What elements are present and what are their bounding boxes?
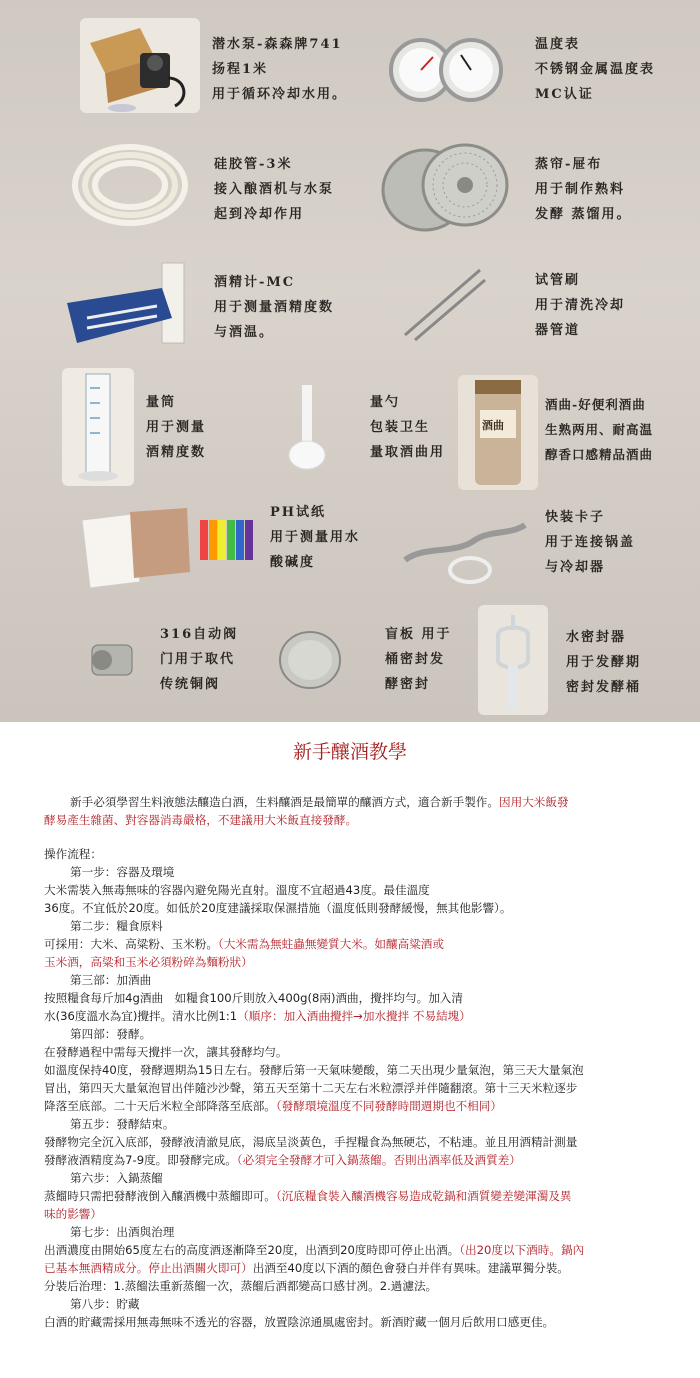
item-label-alcoholmeter: 酒精计-MC 用于测量酒精度数 与酒温。 [214, 275, 335, 340]
process-label: 操作流程： [44, 847, 102, 861]
silicone-tube-image [65, 135, 195, 235]
article-title: 新手釀酒教學 [292, 741, 407, 763]
step-4-text: 冒出，第四天大量氣泡冒出伴隨沙沙聲，第五天至第十二天左右米粒漂浮并伴隨翻滾。第十三天米粒逐步 [44, 1081, 578, 1095]
tube-brush-image [385, 260, 505, 350]
item-label-valve: 316自动阀 门用于取代 传统铜阀 [160, 627, 239, 692]
item-label-ph-paper: PH试纸 用于测量用水 酸碱度 [270, 505, 361, 570]
step-8-text: 白酒的貯藏需採用無毒無味不透光的容器，放置陰涼通風處密封。新酒貯藏一個月后飲用口感更佳。 [44, 1315, 555, 1329]
item-label-measuring-cylinder: 量筒 用于测量 酒精度数 [146, 395, 207, 460]
step-3-text: 按照糧食每斤加4g酒曲 如糧食100斤則放入400g(8兩)酒曲，攪拌均勻。加入清 [44, 991, 463, 1005]
valve-image [80, 620, 148, 700]
step-4-text: 在發酵過程中需每天攪拌一次，讓其發酵均勻。 [44, 1045, 288, 1059]
item-label-quick-clamp: 快装卡子 用于连接锅盖 与冷却器 [545, 510, 636, 575]
item-label-tube-brush: 试管刷 用于清洗冷却 器管道 [535, 273, 626, 338]
step-8-title: 第八步：貯藏 [70, 1297, 140, 1311]
pump-image [80, 18, 200, 113]
step-3-title: 第三部：加酒曲 [70, 973, 152, 987]
step-5-text: 發酵物完全沉入底部，發酵液清澈見底，湯底呈淡黃色，手捏糧食為無硬芯，不粘連。並且用酒精計測量 [44, 1135, 578, 1149]
item-label-blank-plate: 盲板 用于 桶密封发 酵密封 [385, 627, 452, 692]
step-6-title: 第六步：入鍋蒸餾 [70, 1171, 163, 1185]
step-5-text: 發酵液酒精度為7-9度。即發酵完成。（必須完全發酵才可入鍋蒸餾。否則出酒率低及酒質差） [44, 1153, 521, 1167]
step-1-title: 第一步：容器及環境 [70, 865, 175, 879]
step-6-note: 味的影響） [44, 1207, 102, 1221]
step-2-title: 第二步：糧食原料 [70, 919, 163, 933]
item-label-airlock: 水密封器 用于发酵期 密封发酵桶 [566, 630, 642, 695]
item-label-pump: 潜水泵-森森牌741 扬程1米 用于循环冷却水用。 [212, 37, 348, 102]
yeast-jar-image [458, 375, 538, 490]
steamer-tray-image [380, 140, 510, 235]
step-2-text: 可採用：大米、高粱粉、玉米粉。（大米需為無蛀蟲無變質大米。如釀高粱酒或 [44, 937, 444, 951]
step-7-text: 分裝后治理：1.蒸餾法重新蒸餾一次，蒸餾后酒都變高口感甘冽。2.過濾法。 [44, 1279, 438, 1293]
step-7-title: 第七步：出酒與治理 [70, 1225, 175, 1239]
jar-label: 酒曲 [482, 419, 504, 432]
step-4-text: 降落至底部。二十天后米粒全部降落至底部。（發酵環境溫度不同發酵時間週期也不相同） [44, 1099, 502, 1113]
measuring-spoon-image [262, 375, 354, 485]
intro-line-2: 酵易產生雜菌、對容器消毒嚴格，不建議用大米飯直接發酵。 [44, 813, 358, 827]
item-label-thermometer: 温度表 不锈钢金属温度表 MC认证 [535, 37, 656, 102]
thermometer-image [385, 25, 505, 120]
step-4-title: 第四部：發酵。 [70, 1027, 152, 1041]
step-7-text: 出酒濃度由開始65度左右的高度酒逐漸降至20度，出酒到20度時即可停止出酒。（出20度以下酒時。鍋內 [44, 1243, 585, 1257]
step-7-text: 已基本無酒精成分。停止出酒關火即可）出酒至40度以下酒的顏色會發白并伴有異味。建議單獨分裝。 [44, 1261, 569, 1275]
alcoholmeter-image [62, 258, 197, 353]
step-1-text: 大米需裝入無毒無味的容器內避免陽光直射。溫度不宜超過43度。最佳溫度 [44, 883, 430, 897]
blank-plate-image [270, 625, 350, 695]
quick-clamp-image [395, 505, 535, 590]
item-label-silicone-tube: 硅胶管-3米 接入酿酒机与水泵 起到冷却作用 [214, 157, 335, 222]
step-6-text: 蒸餾時只需把發酵液倒入釀酒機中蒸餾即可。（沉底糧食裝入釀酒機容易造成乾鍋和酒質變差變渾濁及異 [44, 1189, 572, 1203]
step-1-text: 36度。不宜低於20度。如低於20度建議採取保濕措施（溫度低則發酵緩慢，無其他影響）。 [44, 901, 512, 915]
airlock-image [478, 605, 548, 715]
item-label-yeast: 酒曲-好便利酒曲 生熟两用、耐高温 醇香口感精品酒曲 [545, 397, 654, 462]
step-3-text: 水(36度溫水為宜)攪拌。清水比例1:1（順序：加入酒曲攪拌→加水攪拌 不易結塊） [44, 1009, 471, 1023]
measuring-cylinder-image [62, 368, 134, 486]
item-label-steamer-tray: 蒸帘-屉布 用于制作熟料 发酵 蒸馏用。 [535, 157, 632, 222]
step-4-text: 如溫度保持40度，發酵週期為15日左右。發酵后第一天氣味變酸，第二天出現少量氣泡，第三天大量氣泡 [44, 1063, 584, 1077]
ph-paper-image [62, 500, 260, 595]
item-label-measuring-spoon: 量勺 包装卫生 量取酒曲用 [370, 395, 446, 460]
step-2-note: 玉米酒，高粱和玉米必須粉碎為麵粉狀） [44, 955, 253, 969]
step-5-title: 第五步：發酵結束。 [70, 1117, 175, 1131]
intro-line-1: 新手必須學習生料液態法釀造白酒，生料釀酒是最簡單的釀酒方式，適合新手製作。因用大米飯發 [70, 795, 569, 809]
